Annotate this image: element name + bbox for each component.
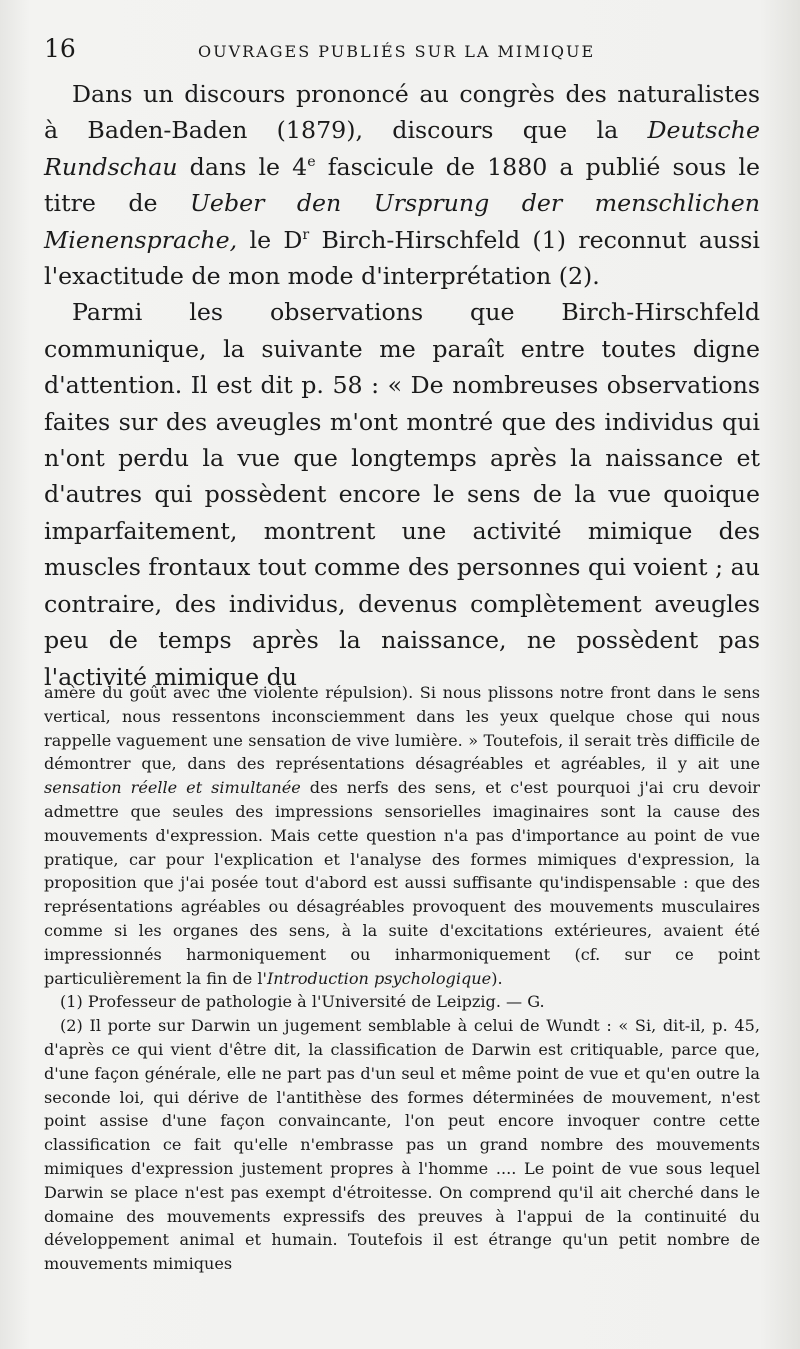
footnote-1: (1) Professeur de pathologie à l'Université de Leipzig. — G. <box>60 992 545 1012</box>
work-title: Introduction psychologique <box>266 968 492 988</box>
italic-phrase: sensation réelle et simultanée <box>44 778 301 798</box>
superscript: e <box>307 153 316 170</box>
text-run: fascicule de 1880 a publié sous le titre de <box>44 152 760 218</box>
running-head: OUVRAGES PUBLIÉS SUR LA MIMIQUE <box>198 42 596 61</box>
main-text <box>44 76 760 695</box>
text-run: amère du goût avec une violente répulsion). Si nous plissons notre front dans le sens vertical, nous ressentons inconsciemment dans les yeux quelque chose qui nous rappelle vaguement une sensation de vive lumière. » Toutefois, il serait très difficile de démontrer que, dans des représentations désagréables et agréables, il y ait une <box>44 683 760 774</box>
text-run: le D <box>237 225 303 254</box>
page-header <box>44 34 760 64</box>
journal-title: Deutsche Rundschau <box>44 116 760 181</box>
text-run: Birch-Hirschfeld (1) reconnut aussi l'exactitude de mon mode d'interprétation (2). <box>44 225 760 291</box>
footnote-2: (2) Il porte sur Darwin un jugement semblable à celui de Wundt : « Si, dit-il, p. 45, d'après ce qui vient d'être dit, la classification de Darwin est critiquable, parce que, d'une façon générale, elle ne part pas d'un seul et même point de vue et qu'en outre la seconde loi, qui dérive de l'antithèse des formes déterminées de mouvement, n'est point assise d'une façon convaincante, l'on peut encore invoquer contre cette classification ce fait qu'elle n'embrasse pas un grand nombre des mouvements mimiques d'expression justement propres à l'homme .... Le point de vue sous lequel Darwin se place n'est pas exempt d'étroitesse. On comprend qu'il ait cherché dans le domaine des mouvements expressifs des preuves à l'appui de la continuité du développement animal et humain. Toutefois il est étrange qu'un petit nombre de mouvements mimiques <box>44 1016 760 1274</box>
superscript: r <box>302 226 310 243</box>
text-run: des nerfs des sens, et c'est pourquoi j'ai cru devoir admettre que seules des impressions sensorielles imaginaires sont la cause des mouvements d'expression. Mais cette question n'a pas d'importance au point de vue pratique, car pour l'explication et l'analyse des formes mimiques d'expression, la proposition que j'ai posée tout d'abord est aussi suffisante qu'indispensable : que des représentations agréables ou désagréables provoquent des mouvements musculaires comme si les organes des sens, à la suite d'excitations extérieures, avaient été impressionnés harmoniquement ou inharmoniquement (cf. sur ce point particulièrement la fin de l' <box>44 778 760 988</box>
main-paragraph-1 <box>44 76 760 294</box>
main-paragraph-2: Parmi les observations que Birch-Hirschfeld communique, la suivante me paraît entre toutes digne d'attention. Il est dit p. 58 : « De nombreuses observations faites sur des aveugles m'ont montré que des individus qui n'ont perdu la vue que longtemps après la naissance et d'autres qui possèdent encore le sens de la vue quoique imparfaitement, montrent une activité mimique des muscles frontaux tout comme des personnes qui voient ; au contraire, des individus, devenus complètement aveugles peu de temps après la naissance, ne possèdent pas l'activité mimique du <box>44 298 760 691</box>
text-run: dans le 4 <box>177 152 308 181</box>
text-run: Dans un discours prononcé au congrès des naturalistes à Baden-Baden (1879), discours que la <box>44 80 760 145</box>
text-run: ). <box>491 968 503 988</box>
work-title: Ueber den Ursprung der menschlichen Mienensprache, <box>44 189 761 254</box>
footnotes <box>44 681 760 1276</box>
footnote-continuation <box>44 681 760 990</box>
page-number: 16 <box>44 34 76 63</box>
